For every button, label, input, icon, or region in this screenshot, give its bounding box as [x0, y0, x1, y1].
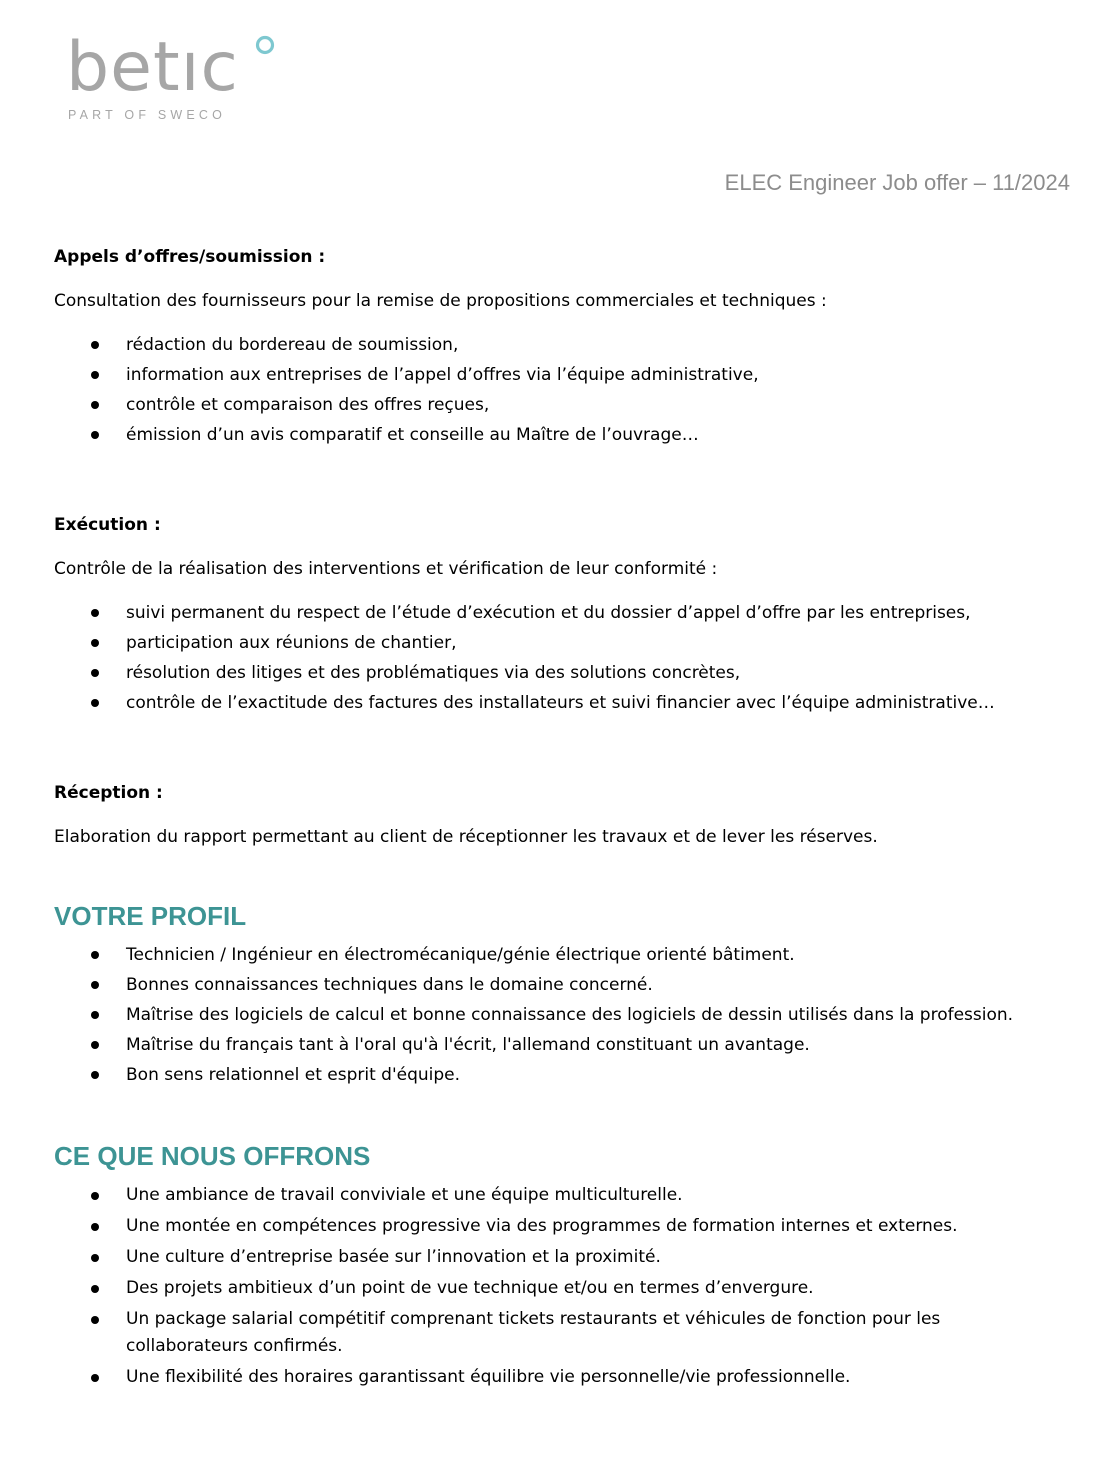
section-heading-execution: Exécution :: [54, 515, 161, 535]
document-title: ELEC Engineer Job offer – 11/2024: [724, 170, 1070, 195]
document-body: [54, 244, 1064, 1393]
section-intro-appels: Consultation des fournisseurs pour la remise de propositions commerciales et techniques :: [54, 291, 827, 311]
appels-list: [54, 330, 1064, 450]
list-item: contrôle et comparaison des offres reçues,: [54, 390, 1064, 420]
logo-circle-icon: [254, 34, 276, 56]
section-intro-reception: Elaboration du rapport permettant au client de réceptionner les travaux et de lever les réserves.: [54, 827, 878, 847]
list-item: information aux entreprises de l’appel d’offres via l’équipe administrative,: [54, 360, 1064, 390]
list-item: Un package salarial compétitif comprenant tickets restaurants et véhicules de fonction pour les collaborateurs confirmés.: [54, 1304, 1064, 1362]
section-heading-offre: CE QUE NOUS OFFRONS: [54, 1141, 371, 1171]
list-item: Une culture d’entreprise basée sur l’innovation et la proximité.: [54, 1242, 1064, 1273]
list-item: Une ambiance de travail conviviale et une équipe multiculturelle.: [54, 1180, 1064, 1211]
list-item: Une montée en compétences progressive via des programmes de formation internes et externes.: [54, 1211, 1064, 1242]
section-heading-profil: VOTRE PROFIL: [54, 901, 247, 931]
offre-list: [54, 1180, 1064, 1393]
list-item: résolution des litiges et des problématiques via des solutions concrètes,: [54, 658, 1064, 688]
list-item: Une flexibilité des horaires garantissant équilibre vie personnelle/vie professionnelle.: [54, 1362, 1064, 1393]
section-heading-reception: Réception :: [54, 783, 163, 803]
company-logo: [66, 28, 286, 128]
list-item: Des projets ambitieux d’un point de vue technique et/ou en termes d’envergure.: [54, 1273, 1064, 1304]
logo-tagline: PART OF SWECO: [68, 108, 227, 122]
list-item: Technicien / Ingénieur en électromécanique/génie électrique orienté bâtiment.: [54, 940, 1064, 970]
profil-list: [54, 940, 1064, 1090]
list-item: émission d’un avis comparatif et conseille au Maître de l’ouvrage…: [54, 420, 1064, 450]
list-item: Bonnes connaissances techniques dans le domaine concerné.: [54, 970, 1064, 1000]
section-heading-appels: Appels d’offres/soumission :: [54, 247, 326, 267]
list-item: Bon sens relationnel et esprit d'équipe.: [54, 1060, 1064, 1090]
execution-list: [54, 598, 1064, 718]
list-item: contrôle de l’exactitude des factures des installateurs et suivi financier avec l’équipe administrative…: [54, 688, 1064, 718]
list-item: Maîtrise du français tant à l'oral qu'à l'écrit, l'allemand constituant un avantage.: [54, 1030, 1064, 1060]
list-item: participation aux réunions de chantier,: [54, 628, 1064, 658]
list-item: Maîtrise des logiciels de calcul et bonne connaissance des logiciels de dessin utilisés dans la profession.: [54, 1000, 1064, 1030]
list-item: suivi permanent du respect de l’étude d’exécution et du dossier d’appel d’offre par les entreprises,: [54, 598, 1064, 628]
logo-wordmark: betıc: [66, 28, 239, 107]
list-item: rédaction du bordereau de soumission,: [54, 330, 1064, 360]
section-intro-execution: Contrôle de la réalisation des interventions et vérification de leur conformité :: [54, 559, 718, 579]
